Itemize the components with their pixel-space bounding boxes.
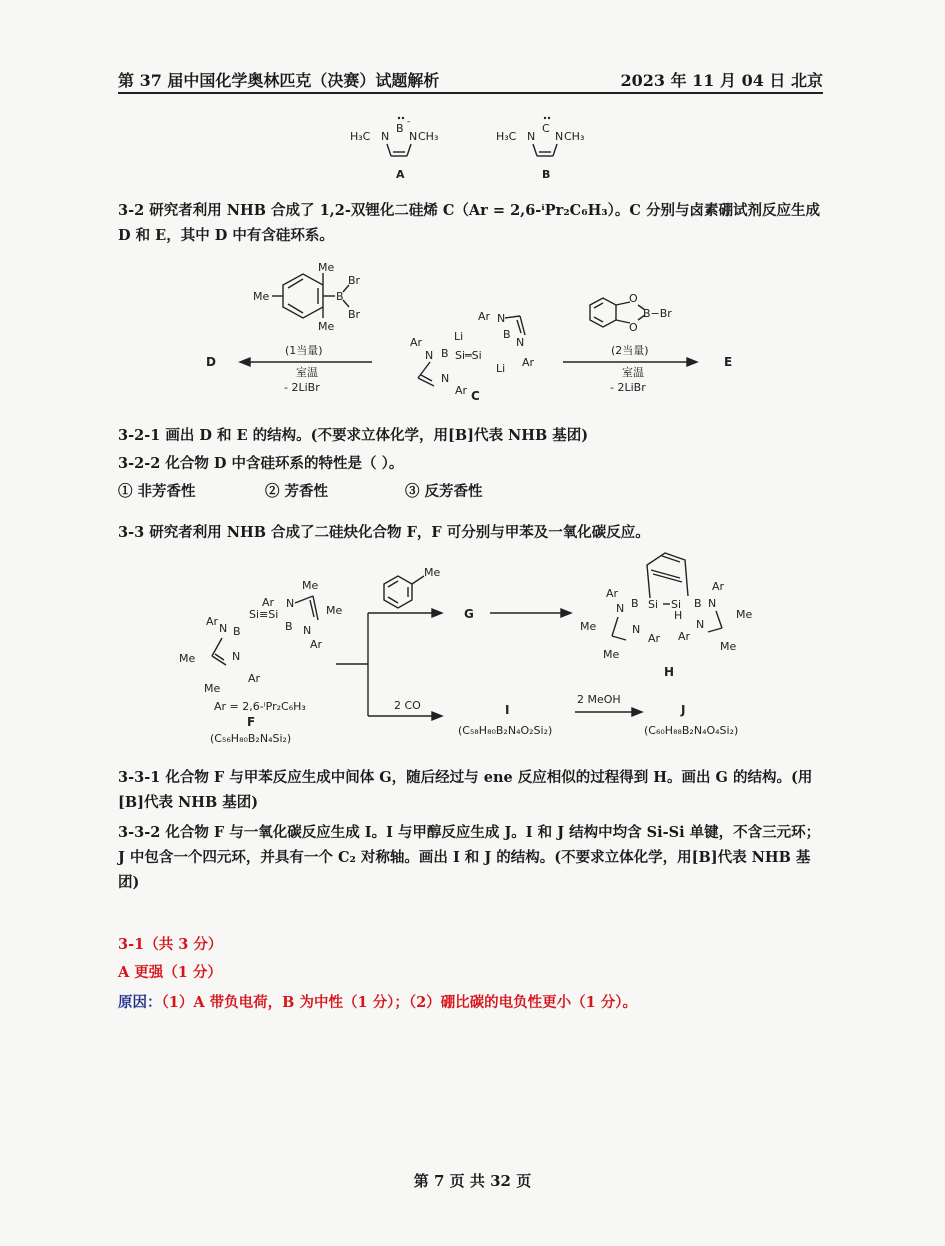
svg-text:O: O (629, 292, 638, 305)
svg-text:Me: Me (318, 320, 335, 333)
svg-text:N: N (303, 624, 312, 637)
option-2: ② 芳香性 (265, 483, 329, 500)
svg-text:(C₅₆H₈₀B₂N₄Si₂): (C₅₆H₈₀B₂N₄Si₂) (210, 732, 292, 745)
toluene (384, 566, 440, 608)
svg-text:N: N (632, 623, 641, 636)
svg-text:Ar: Ar (478, 310, 491, 323)
catecholborane-bromide (590, 292, 672, 334)
a-ch3-left: H₃C (350, 130, 371, 143)
svg-text:N: N (516, 336, 525, 349)
structure-F (179, 579, 342, 745)
svg-text:Ar: Ar (522, 356, 535, 369)
svg-text:B: B (285, 620, 293, 633)
label-F: F (247, 715, 256, 729)
svg-text:Li: Li (454, 330, 464, 343)
svg-text:N: N (696, 618, 705, 631)
svg-text:(C₅₈H₈₀B₂N₄O₂Si₂): (C₅₈H₈₀B₂N₄O₂Si₂) (458, 724, 553, 737)
svg-text:Si═Si: Si═Si (455, 349, 482, 362)
label-J: J (681, 703, 686, 717)
header-date: 2023 年 11 月 04 日 北京 (620, 71, 823, 90)
svg-text:N: N (232, 650, 241, 663)
svg-text:Br: Br (348, 274, 361, 287)
label-A: A (396, 168, 405, 181)
answer-reason (118, 990, 827, 1015)
label-B: B (542, 168, 551, 181)
svg-text:N: N (708, 597, 717, 610)
mesityl-dibromoborane (253, 261, 361, 333)
structure-B (496, 117, 584, 181)
svg-text:Ar = 2,6-ⁱPr₂C₆H₃: Ar = 2,6-ⁱPr₂C₆H₃ (214, 700, 306, 713)
svg-text:Me: Me (204, 682, 221, 695)
svg-text:Si: Si (671, 598, 682, 611)
svg-text:N: N (441, 372, 450, 385)
svg-text:Ar: Ar (648, 632, 661, 645)
label-E: E (724, 355, 733, 369)
svg-text:B: B (503, 328, 511, 341)
label-D: D (206, 355, 216, 369)
svg-text:Ar: Ar (712, 580, 725, 593)
svg-text:Me: Me (179, 652, 196, 665)
label-H: H (664, 665, 675, 679)
a-b: B (396, 122, 404, 135)
svg-text:Me: Me (424, 566, 441, 579)
svg-text:Me: Me (580, 620, 597, 633)
a-n-left: N (381, 130, 390, 143)
question-3-3: 3-3 研究者利用 NHB 合成了二硅炔化合物 F，F 可分别与甲苯及一氧化碳反应。 (118, 524, 650, 541)
svg-text:B−Br: B−Br (643, 307, 672, 320)
svg-text:Ar: Ar (606, 587, 619, 600)
svg-text:Ar: Ar (206, 615, 219, 628)
header-title: 第 37 届中国化学奥林匹克（决赛）试题解析 (118, 71, 440, 90)
svg-text:Me: Me (326, 604, 343, 617)
svg-text:2 MeOH: 2 MeOH (577, 693, 621, 706)
svg-text:B: B (233, 625, 241, 638)
question-3-2-2: 3-2-2 化合物 D 中含硅环系的特性是（ ）。 (118, 455, 404, 472)
svg-text:室温: 室温 (622, 366, 644, 379)
svg-text:-: - (407, 117, 411, 127)
svg-text:Me: Me (720, 640, 737, 653)
svg-text:室温: 室温 (296, 366, 318, 379)
option-3: ③ 反芳香性 (405, 483, 483, 500)
question-3-3-2: 3-3-2 化合物 F 与一氧化碳反应生成 I。I 与甲醇反应生成 J。I 和 J 结构中均含 Si-Si 单键，不含三元环；J 中包含一个四元环，并具有一个 C₂ 对称轴。画出 I 和 J 的结构。(不要求立体化学，用[B]代表 NHB 基团) (118, 824, 821, 891)
svg-text:O: O (629, 321, 638, 334)
reason-text: （1）A 带负电荷，B 为中性（1 分）；（2）硼比碳的电负性更小（1 分）。 (161, 994, 638, 1011)
option-1: ① 非芳香性 (118, 483, 196, 500)
svg-text:B: B (694, 597, 702, 610)
label-C: C (471, 389, 480, 403)
svg-text:Si≡Si: Si≡Si (249, 608, 279, 621)
reason-label: 原因： (118, 994, 162, 1011)
structure-H (580, 553, 752, 679)
answer-line1: A 更强（1 分） (118, 964, 222, 981)
svg-text:Me: Me (736, 608, 753, 621)
svg-text:Si: Si (648, 598, 659, 611)
svg-text:N: N (219, 622, 228, 635)
svg-text:B: B (336, 290, 344, 303)
svg-text:(1当量): (1当量) (285, 344, 323, 357)
svg-text:N: N (286, 597, 295, 610)
a-n-right: N (409, 130, 418, 143)
scheme-2 (179, 553, 752, 745)
structure-C (410, 310, 535, 403)
b-n-right: N (555, 130, 564, 143)
svg-text:Me: Me (302, 579, 319, 592)
svg-text:Ar: Ar (410, 336, 423, 349)
svg-text:N: N (425, 349, 434, 362)
b-c: C (542, 122, 550, 135)
b-ch3-left: H₃C (496, 130, 517, 143)
label-G: G (464, 607, 474, 621)
svg-text:(C₆₀H₈₈B₂N₄O₄Si₂): (C₆₀H₈₈B₂N₄O₄Si₂) (644, 724, 739, 737)
question-3-2: 3-2 研究者利用 NHB 合成了 1,2-双锂化二硅烯 C（Ar = 2,6-ⁱPr₂C₆H₃）。C 分别与卤素硼试剂反应生成 D 和 E，其中 D 中有含硅环系。 (118, 202, 820, 244)
svg-text:(2当量): (2当量) (611, 344, 649, 357)
svg-text:Br: Br (348, 308, 361, 321)
svg-text:Me: Me (603, 648, 620, 661)
svg-text:Ar: Ar (678, 630, 691, 643)
svg-text:H: H (674, 609, 683, 622)
page-footer: 第 7 页 共 32 页 (413, 1172, 532, 1190)
structure-A (350, 117, 438, 181)
svg-text:B: B (441, 347, 449, 360)
scheme-1 (206, 261, 732, 403)
svg-text:Li: Li (496, 362, 506, 375)
svg-text:Ar: Ar (262, 596, 275, 609)
svg-text:B: B (631, 597, 639, 610)
b-ch3-right: CH₃ (564, 130, 585, 143)
svg-text:- 2LiBr: - 2LiBr (284, 381, 320, 394)
svg-text:Me: Me (318, 261, 335, 274)
answer-title: 3-1（共 3 分） (118, 936, 223, 953)
svg-text:N: N (616, 602, 625, 615)
svg-text:- 2LiBr: - 2LiBr (610, 381, 646, 394)
svg-text:Ar: Ar (248, 672, 261, 685)
label-I: I (505, 703, 510, 717)
svg-text:Ar: Ar (310, 638, 323, 651)
svg-text:N: N (497, 312, 506, 325)
question-3-2-1: 3-2-1 画出 D 和 E 的结构。(不要求立体化学，用[B]代表 NHB 基团) (118, 427, 589, 444)
question-3-3-1: 3-3-1 化合物 F 与甲苯反应生成中间体 G，随后经过与 ene 反应相似的过程得到 H。画出 G 的结构。(用[B]代表 NHB 基团) (118, 769, 813, 811)
svg-text:2 CO: 2 CO (394, 699, 421, 712)
svg-text:Me: Me (253, 290, 270, 303)
svg-text:Ar: Ar (455, 384, 468, 397)
a-ch3-right: CH₃ (418, 130, 439, 143)
b-n-left: N (527, 130, 536, 143)
